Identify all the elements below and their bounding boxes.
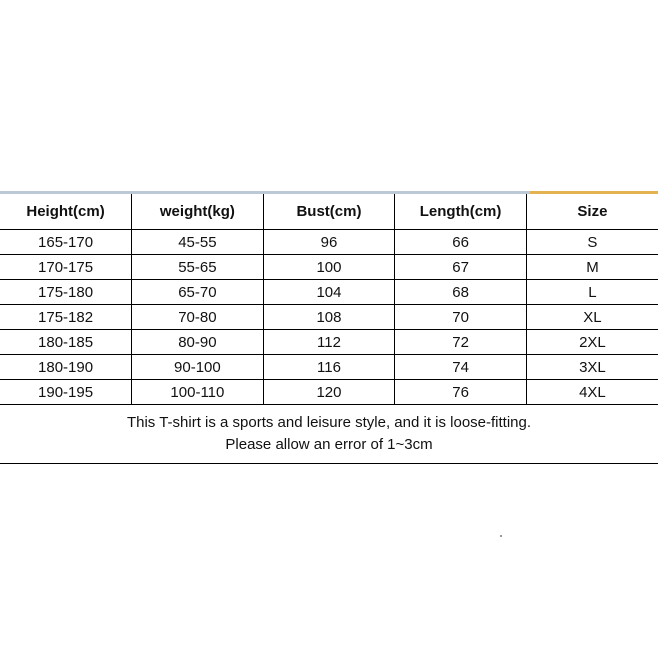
- cell-weight: 90-100: [132, 355, 264, 380]
- cell-height: 175-180: [0, 280, 132, 305]
- cell-bust: 100: [263, 255, 395, 280]
- table-row: [0, 330, 658, 355]
- cell-height: 170-175: [0, 255, 132, 280]
- cell-size: 2XL: [526, 330, 658, 355]
- header-accent-left: [0, 191, 530, 194]
- cell-size: S: [526, 230, 658, 255]
- header-length: Length(cm): [395, 194, 527, 230]
- table-row: [0, 380, 658, 405]
- cell-weight: 65-70: [132, 280, 264, 305]
- cell-bust: 120: [263, 380, 395, 405]
- fit-note-line-1: This T-shirt is a sports and leisure style, and it is loose-fitting.: [126, 414, 532, 431]
- cell-height: 180-185: [0, 330, 132, 355]
- cell-length: 70: [395, 305, 527, 330]
- cell-height: 180-190: [0, 355, 132, 380]
- cell-length: 67: [395, 255, 527, 280]
- cell-height: 165-170: [0, 230, 132, 255]
- header-size: Size: [526, 194, 658, 230]
- cell-height: 190-195: [0, 380, 132, 405]
- cell-size: 4XL: [526, 380, 658, 405]
- cell-size: L: [526, 280, 658, 305]
- fit-note: [0, 405, 658, 464]
- cell-weight: 100-110: [132, 380, 264, 405]
- fit-note-line-2: Please allow an error of 1~3cm: [225, 436, 433, 453]
- cell-weight: 45-55: [132, 230, 264, 255]
- cell-weight: 70-80: [132, 305, 264, 330]
- table-row: [0, 305, 658, 330]
- cell-size: M: [526, 255, 658, 280]
- header-bust: Bust(cm): [263, 194, 395, 230]
- size-chart: [0, 193, 658, 464]
- cell-bust: 96: [263, 230, 395, 255]
- table-row: [0, 280, 658, 305]
- cell-length: 76: [395, 380, 527, 405]
- cell-weight: 80-90: [132, 330, 264, 355]
- cell-length: 74: [395, 355, 527, 380]
- cell-length: 68: [395, 280, 527, 305]
- cell-length: 72: [395, 330, 527, 355]
- cell-bust: 104: [263, 280, 395, 305]
- table-row: [0, 230, 658, 255]
- cell-height: 175-182: [0, 305, 132, 330]
- table-header-row: [0, 194, 658, 230]
- cell-size: 3XL: [526, 355, 658, 380]
- cell-weight: 55-65: [132, 255, 264, 280]
- header-accent-right: [530, 191, 658, 194]
- table-row: [0, 255, 658, 280]
- size-table: [0, 193, 658, 405]
- cell-size: XL: [526, 305, 658, 330]
- header-height: Height(cm): [0, 194, 132, 230]
- cell-bust: 112: [263, 330, 395, 355]
- header-weight: weight(kg): [132, 194, 264, 230]
- stray-dot: [500, 535, 502, 537]
- cell-length: 66: [395, 230, 527, 255]
- table-row: [0, 355, 658, 380]
- cell-bust: 116: [263, 355, 395, 380]
- cell-bust: 108: [263, 305, 395, 330]
